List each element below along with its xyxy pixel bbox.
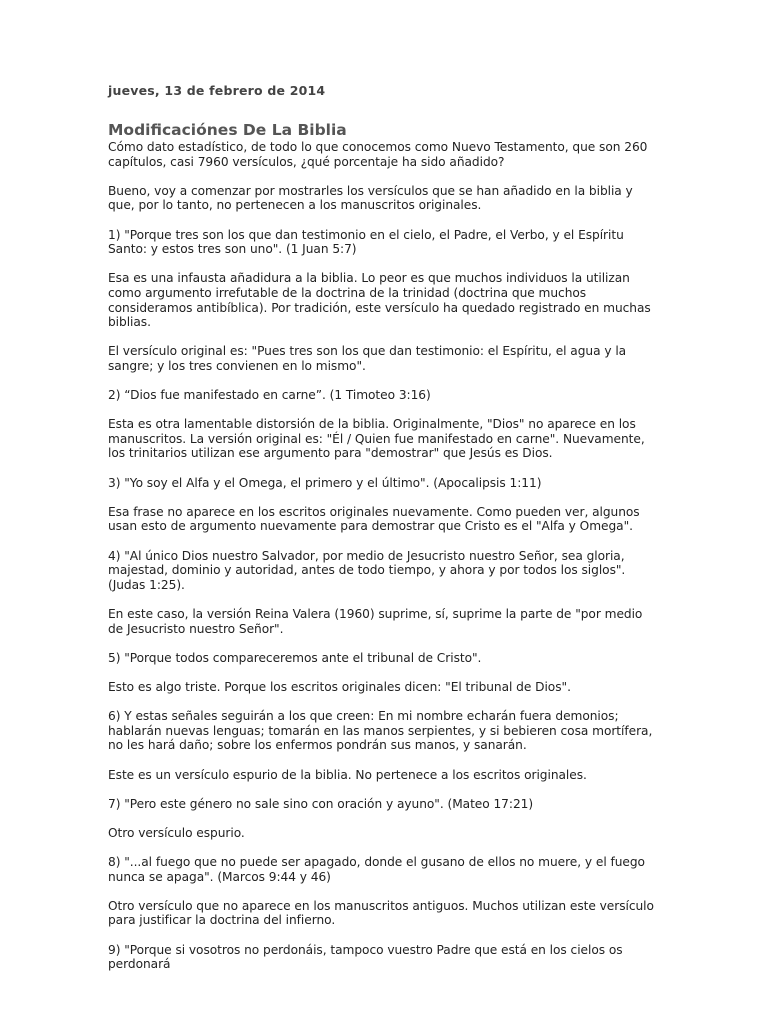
paragraph: Bueno, voy a comenzar por mostrarles los versículos que se han añadido en la biblia y que, por lo tanto, no pertenecen a los manuscritos originales.: [108, 183, 633, 213]
paragraph: 7) "Pero este género no sale sino con oración y ayuno". (Mateo 17:21): [108, 796, 534, 811]
post-body: [108, 140, 660, 972]
paragraph: Esa es una infausta añadidura a la biblia. Lo peor es que muchos individuos la utilizan como argumento irrefutable de la doctrina de la trinidad (doctrina que muchos consideramos antibíblica). Por tradición, este versículo ha quedado registrado en muchas biblias.: [108, 271, 651, 330]
post-date: jueves, 13 de febrero de 2014: [108, 83, 326, 98]
paragraph: 2) “Dios fue manifestado en carne”. (1 Timoteo 3:16): [108, 388, 431, 403]
post-title: Modificaciónes De La Biblia: [108, 121, 347, 139]
paragraph: 6) Y estas señales seguirán a los que creen: En mi nombre echarán fuera demonios; hablarán nuevas lenguas; tomarán en las manos serpientes, y si bebieren cosa mortífera, no les hará daño; sobre los enfermos pondrán sus manos, y sanarán.: [108, 709, 653, 753]
paragraph: 5) "Porque todos compareceremos ante el tribunal de Cristo".: [108, 650, 482, 665]
paragraph: El versículo original es: "Pues tres son los que dan testimonio: el Espíritu, el agua y la sangre; y los tres convienen en lo mismo".: [108, 344, 627, 373]
paragraph: 4) "Al único Dios nuestro Salvador, por medio de Jesucristo nuestro Señor, sea gloria, majestad, dominio y autoridad, antes de todo tiempo, y ahora y por todos los siglos". (Judas 1:25).: [108, 548, 626, 592]
paragraph: Este es un versículo espurio de la biblia. No pertenece a los escritos originales.: [108, 767, 587, 782]
paragraph: 8) "...al fuego que no puede ser apagado, donde el gusano de ellos no muere, y el fuego nunca se apaga". (Marcos 9:44 y 46): [108, 855, 645, 884]
paragraph: Esa frase no aparece en los escritos originales nuevamente. Como pueden ver, algunos usan esto de argumento nuevamente para demostrar que Cristo es el "Alfa y Omega".: [108, 504, 640, 534]
paragraph: 1) "Porque tres son los que dan testimonio en el cielo, el Padre, el Verbo, y el Espíritu Santo: y estos tres son uno". (1 Juan 5:7): [108, 227, 624, 257]
paragraph: Otro versículo espurio.: [108, 825, 245, 840]
paragraph: Esta es otra lamentable distorsión de la biblia. Originalmente, "Dios" no aparece en los manuscritos. La versión original es: "Él / Quien fue manifestado en carne". Nuevamente, los trinitarios utilizan ese argumento para "demostrar" que Jesús es Dios.: [108, 417, 645, 461]
paragraph: 3) "Yo soy el Alfa y el Omega, el primero y el último". (Apocalipsis 1:11): [108, 475, 542, 490]
document-page: [108, 82, 660, 986]
paragraph: Cómo dato estadístico, de todo lo que conocemos como Nuevo Testamento, que son 260 capítulos, casi 7960 versículos, ¿qué porcentaje ha sido añadido?: [108, 140, 648, 169]
paragraph: Otro versículo que no aparece en los manuscritos antiguos. Muchos utilizan este versículo para justificar la doctrina del infierno.: [108, 898, 654, 928]
paragraph: En este caso, la versión Reina Valera (1960) suprime, sí, suprime la parte de "por medio de Jesucristo nuestro Señor".: [108, 607, 643, 636]
paragraph: 9) "Porque si vosotros no perdonáis, tampoco vuestro Padre que está en los cielos os perdonará: [108, 942, 623, 972]
paragraph: Esto es algo triste. Porque los escritos originales dicen: "El tribunal de Dios".: [108, 679, 571, 694]
